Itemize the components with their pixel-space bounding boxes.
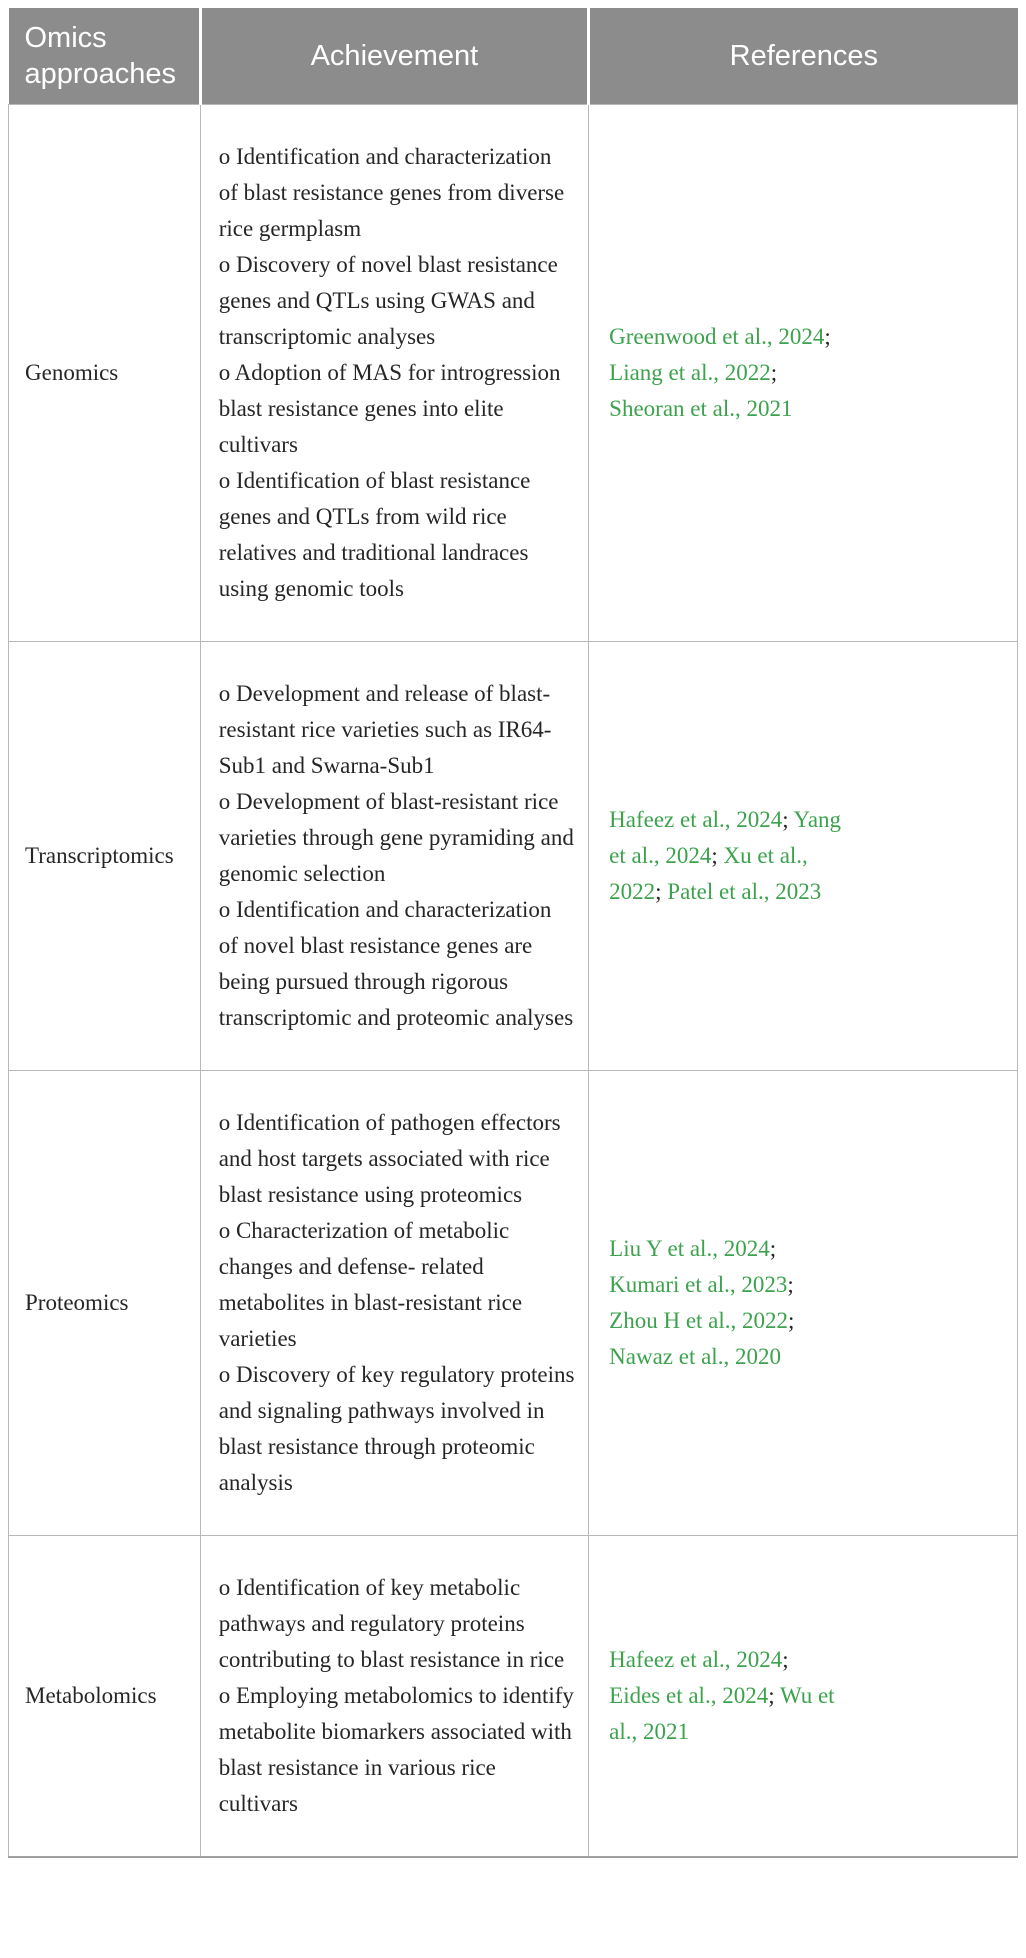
reference-link[interactable]: Kumari et al., 2023 [609, 1272, 788, 1297]
references-cell [589, 642, 1018, 1071]
table-row [9, 105, 1018, 642]
achievement-item: o Characterization of metabolic changes and defense- related metabolites in blast-resistant rice varieties [218, 1218, 523, 1351]
approach-label: Proteomics [25, 1290, 129, 1315]
table-row [9, 1071, 1018, 1536]
table-body [9, 105, 1018, 1858]
reference-link[interactable]: Patel et al., 2023 [667, 879, 822, 904]
reference-link[interactable]: Nawaz et al., 2020 [609, 1344, 781, 1369]
reference-link[interactable]: Hafeez et al., 2024 [609, 807, 783, 832]
achievement-item: o Discovery of novel blast resistance genes and QTLs using GWAS and transcriptomic analyses [218, 252, 558, 349]
reference-separator: ; [824, 324, 831, 349]
achievement-list [219, 139, 576, 607]
references-cell [589, 1536, 1018, 1858]
achievement-item: o Identification and characterization of blast resistance genes from diverse rice germplasm [218, 144, 565, 241]
achievement-cell [200, 642, 588, 1071]
reference-link[interactable]: Liu Y et al., 2024 [609, 1236, 770, 1261]
table-row [9, 642, 1018, 1071]
achievement-cell [200, 105, 588, 642]
header-row [9, 8, 1018, 105]
omics-table [8, 8, 1018, 1858]
references-list [609, 802, 841, 910]
references-list [609, 1231, 841, 1375]
reference-link[interactable]: Eides et al., 2024 [609, 1683, 769, 1708]
references-cell [589, 105, 1018, 642]
table-header [9, 8, 1018, 105]
achievement-list [219, 1105, 576, 1501]
achievement-item: o Identification of blast resistance genes and QTLs from wild rice relatives and traditional landraces using genomic tools [218, 468, 531, 601]
header-references: References [589, 8, 1018, 105]
reference-link[interactable]: Yang et al., 2024 [609, 807, 842, 868]
approach-cell [9, 642, 201, 1071]
achievement-item: o Identification and characterization of novel blast resistance genes are being pursued through rigorous transcriptomic and proteomic analyses [218, 897, 574, 1030]
achievement-item: o Discovery of key regulatory proteins and signaling pathways involved in blast resistance through proteomic analysis [218, 1362, 575, 1495]
approach-label: Genomics [25, 360, 119, 385]
approach-cell [9, 1071, 201, 1536]
achievement-cell [200, 1536, 588, 1858]
references-list [609, 319, 841, 427]
achievement-list [219, 1570, 576, 1822]
reference-link[interactable]: Xu et al., 2022 [609, 843, 808, 904]
reference-separator: ; [655, 879, 668, 904]
reference-link[interactable]: Sheoran et al., 2021 [609, 396, 793, 421]
table-row [9, 1536, 1018, 1858]
approach-label: Transcriptomics [25, 843, 174, 868]
reference-separator: ; [782, 807, 794, 832]
reference-separator: ; [769, 1236, 777, 1261]
reference-separator: ; [782, 1647, 789, 1672]
references-list [609, 1642, 841, 1750]
achievement-item: o Identification of key metabolic pathways and regulatory proteins contributing to blast resistance in rice [218, 1575, 565, 1672]
reference-link[interactable]: Liang et al., 2022 [609, 360, 771, 385]
reference-separator: ; [711, 843, 724, 868]
reference-separator: ; [788, 1308, 795, 1333]
header-omics-approaches: Omics approaches [9, 8, 201, 105]
header-achievement: Achievement [200, 8, 588, 105]
achievement-item: o Identification of pathogen effectors and host targets associated with rice blast resistance using proteomics [218, 1110, 561, 1207]
reference-link[interactable]: Wu et al., 2021 [609, 1683, 835, 1744]
achievement-item: o Employing metabolomics to identify metabolite biomarkers associated with blast resistance in various rice cultivars [218, 1683, 574, 1816]
approach-label: Metabolomics [25, 1683, 157, 1708]
reference-link[interactable]: Zhou H et al., 2022 [609, 1308, 789, 1333]
reference-separator: ; [770, 360, 778, 385]
achievement-item: o Development of blast-resistant rice varieties through gene pyramiding and genomic selection [218, 789, 574, 886]
approach-cell [9, 1536, 201, 1858]
achievement-item: o Adoption of MAS for introgression blast resistance genes into elite cultivars [218, 360, 561, 457]
achievement-item: o Development and release of blast-resistant rice varieties such as IR64-Sub1 and Swarna-Sub1 [218, 681, 552, 778]
reference-separator: ; [787, 1272, 794, 1297]
reference-link[interactable]: Greenwood et al., 2024 [609, 324, 825, 349]
achievement-list [219, 676, 576, 1036]
approach-cell [9, 105, 201, 642]
reference-link[interactable]: Hafeez et al., 2024 [609, 1647, 783, 1672]
reference-separator: ; [768, 1683, 780, 1708]
references-cell [589, 1071, 1018, 1536]
achievement-cell [200, 1071, 588, 1536]
